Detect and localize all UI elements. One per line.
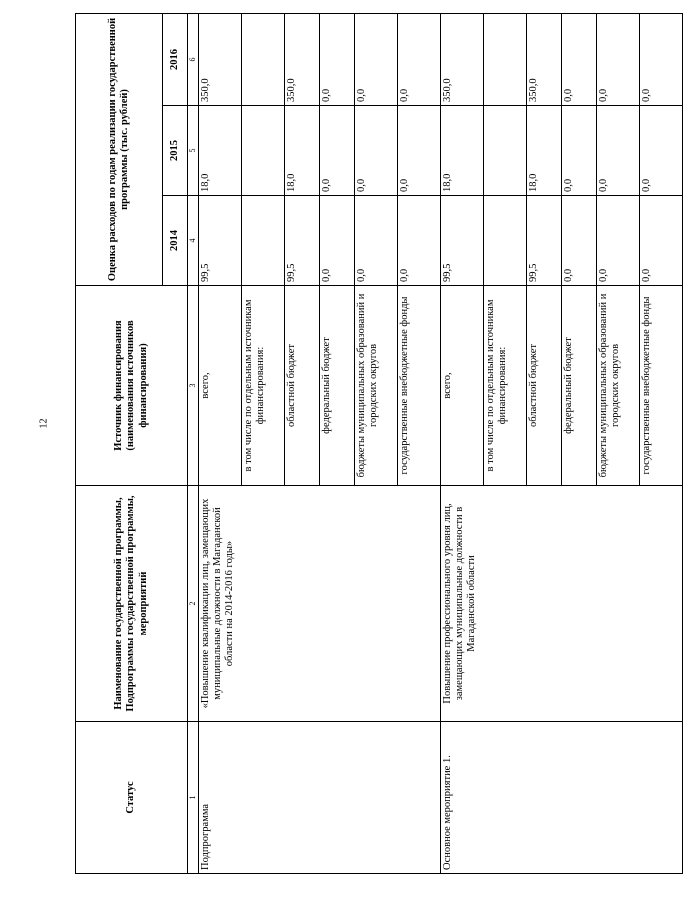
header-year: 2016 [163, 13, 188, 105]
value-cell: 350,0 [285, 13, 320, 105]
source-cell: федеральный бюджет [562, 286, 597, 486]
column-number: 5 [188, 106, 199, 196]
value-cell: 99,5 [441, 196, 484, 286]
page-number: 12 [38, 418, 50, 429]
value-cell [242, 196, 285, 286]
header-source: Источник финансирования (наименования источников финансирования) [76, 286, 188, 486]
budget-table-container [75, 14, 652, 874]
status-cell: Подпрограмма [199, 722, 441, 874]
source-cell: всего, [441, 286, 484, 486]
column-number: 3 [188, 286, 199, 486]
value-cell [484, 13, 527, 105]
value-cell: 0,0 [597, 196, 640, 286]
source-cell: бюджеты муниципальных образований и городских округов [355, 286, 398, 486]
value-cell: 0,0 [355, 196, 398, 286]
value-cell [484, 106, 527, 196]
column-number: 2 [188, 486, 199, 722]
program-name-cell: Повышение профессионального уровня лиц, замещающих муниципальные должности в Магаданской области [441, 486, 683, 722]
header-year: 2015 [163, 106, 188, 196]
header-status: Статус [76, 722, 188, 874]
value-cell: 18,0 [441, 106, 484, 196]
column-number: 6 [188, 13, 199, 105]
value-cell [242, 106, 285, 196]
value-cell [484, 196, 527, 286]
header-name: Наименование государственной программы, Подпрограммы государственной программы, мероприятий [76, 486, 188, 722]
source-cell: государственные внебюджетные фонды [640, 286, 683, 486]
value-cell: 18,0 [199, 106, 242, 196]
value-cell: 0,0 [398, 196, 441, 286]
value-cell: 0,0 [640, 196, 683, 286]
value-cell: 0,0 [320, 196, 355, 286]
source-cell: бюджеты муниципальных образований и городских округов [597, 286, 640, 486]
header-costs: Оценка расходов по годам реализации государственной программы (тыс. рублей) [76, 13, 163, 285]
source-cell: областной бюджет [527, 286, 562, 486]
value-cell: 18,0 [527, 106, 562, 196]
status-cell: Основное мероприятие 1. [441, 722, 683, 874]
column-number: 1 [188, 722, 199, 874]
value-cell: 99,5 [285, 196, 320, 286]
header-year: 2014 [163, 196, 188, 286]
value-cell: 99,5 [527, 196, 562, 286]
value-cell: 0,0 [640, 106, 683, 196]
column-number: 4 [188, 196, 199, 286]
source-cell: в том числе по отдельным источникам финансирования: [242, 286, 285, 486]
value-cell: 0,0 [562, 13, 597, 105]
value-cell: 0,0 [398, 13, 441, 105]
value-cell: 350,0 [441, 13, 484, 105]
value-cell: 18,0 [285, 106, 320, 196]
value-cell: 0,0 [355, 13, 398, 105]
value-cell: 0,0 [320, 106, 355, 196]
value-cell: 350,0 [199, 13, 242, 105]
value-cell: 0,0 [355, 106, 398, 196]
value-cell [242, 13, 285, 105]
source-cell: федеральный бюджет [320, 286, 355, 486]
value-cell: 0,0 [597, 106, 640, 196]
value-cell: 350,0 [527, 13, 562, 105]
value-cell: 0,0 [640, 13, 683, 105]
source-cell: областной бюджет [285, 286, 320, 486]
budget-table [75, 13, 683, 874]
source-cell: государственные внебюджетные фонды [398, 286, 441, 486]
value-cell: 0,0 [562, 106, 597, 196]
value-cell: 0,0 [597, 13, 640, 105]
program-name-cell: «Повышение квалификации лиц, замещающих муниципальные должности в Магаданской области на 2014-2016 годы» [199, 486, 441, 722]
value-cell: 0,0 [562, 196, 597, 286]
value-cell: 99,5 [199, 196, 242, 286]
source-cell: всего, [199, 286, 242, 486]
value-cell: 0,0 [320, 13, 355, 105]
value-cell: 0,0 [398, 106, 441, 196]
source-cell: в том числе по отдельным источникам финансирования: [484, 286, 527, 486]
